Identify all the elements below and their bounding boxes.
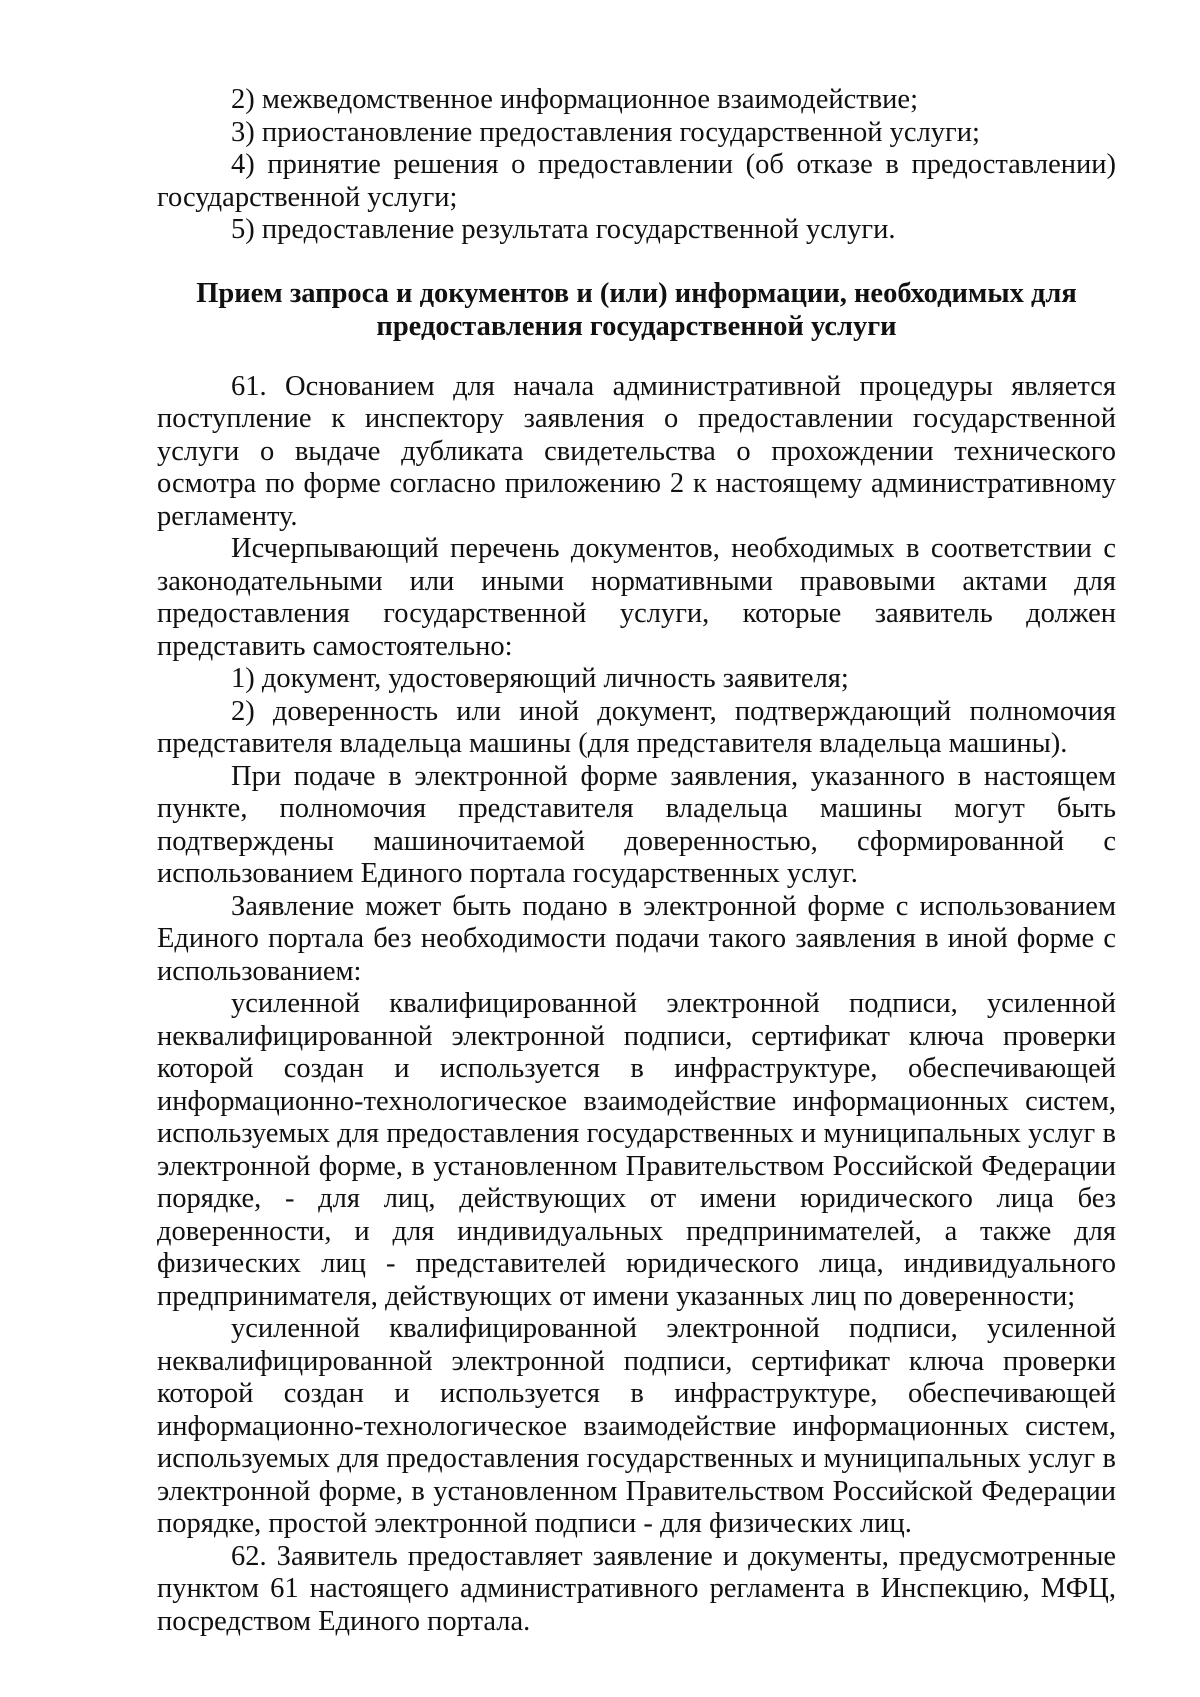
paragraph-unified-portal: Заявление может быть подано в электронной форме с использованием Единого портала без необходимости подачи такого заявления в иной форме с использованием: xyxy=(157,890,1116,987)
paragraph-document-item-2: 2) доверенность или иной документ, подтверждающий полномочия представителя владельца машины (для представителя владельца машины). xyxy=(157,695,1116,759)
list-item-4: 4) принятие решения о предоставлении (об отказе в предоставлении) государственной услуги; xyxy=(157,149,1116,213)
paragraph-electronic-submission: При подаче в электронной форме заявления, указанного в настоящем пункте, полномочия представителя владельца машины могут быть подтверждены машиночитаемой доверенностью, сформированной с использованием Единого портала государственных услуг. xyxy=(157,760,1116,889)
paragraph-document-item-1: 1) документ, удостоверяющий личность заявителя; xyxy=(231,663,849,694)
paragraph-signature-individuals: усиленной квалифицированной электронной подписи, усиленной неквалифицированной электронной подписи, сертификат ключа проверки которой создан и используется в инфраструктуре, обеспечивающей информационно-технологическое взаимодействие информационных систем, используемых для предоставления государственных и муниципальных услуг в электронной форме, в установленном Правительством Российской Федерации порядке, простой электронной подписи - для физических лиц. xyxy=(157,1313,1116,1539)
list-item-2: 2) межведомственное информационное взаимодействие; xyxy=(231,84,918,115)
list-item-3: 3) приостановление предоставления государственной услуги; xyxy=(231,116,980,148)
section-heading: Прием запроса и документов и (или) информации, необходимых для предоставления государственной услуги xyxy=(196,277,1077,342)
paragraph-documents-list-intro: Исчерпывающий перечень документов, необходимых в соответствии с законодательными или иными нормативными правовыми актами для предоставления государственной услуги, которые заявитель должен представить самостоятельно: xyxy=(157,533,1116,662)
paragraph-62: 62. Заявитель предоставляет заявление и документы, предусмотренные пунктом 61 настоящего административного регламента в Инспекцию, МФЦ, посредством Единого портала. xyxy=(157,1540,1116,1637)
paragraph-signature-legal-entities: усиленной квалифицированной электронной подписи, усиленной неквалифицированной электронной подписи, сертификат ключа проверки которой создан и используется в инфраструктуре, обеспечивающей информационно-технологическое взаимодействие информационных систем, используемых для предоставления государственных и муниципальных услуг в электронной форме, в установленном Правительством Российской Федерации порядке, - для лиц, действующих от имени юридического лица без доверенности, и для индивидуальных предпринимателей, а также для физических лиц - представителей юридического лица, индивидуального предпринимателя, действующих от имени указанных лиц по доверенности; xyxy=(157,988,1116,1312)
list-item-5: 5) предоставление результата государственной услуги. xyxy=(231,214,896,245)
paragraph-61: 61. Основанием для начала административной процедуры является поступление к инспектору заявления о предоставлении государственной услуги о выдаче дубликата свидетельства о прохождении технического осмотра по форме согласно приложению 2 к настоящему административному регламенту. xyxy=(157,370,1116,532)
